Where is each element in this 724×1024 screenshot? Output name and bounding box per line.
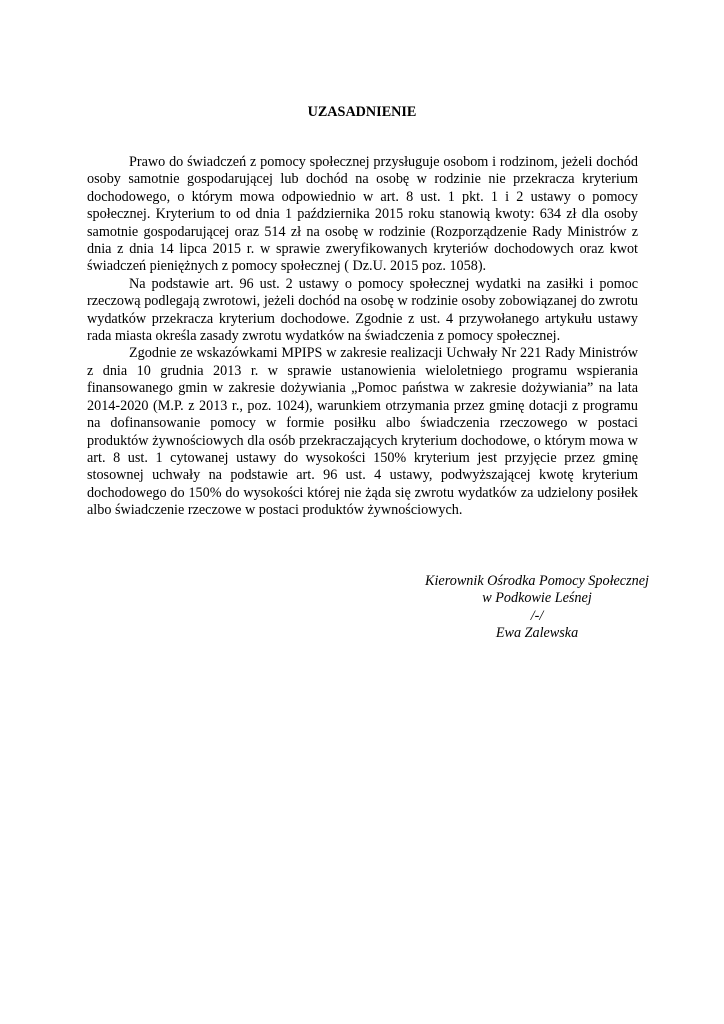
signature-block (380, 573, 694, 643)
document-body (87, 154, 638, 520)
paragraph-1: Prawo do świadczeń z pomocy społecznej przysługuje osobom i rodzinom, jeżeli dochód osoby samotnie gospodarującej lub dochód na osobę w rodzinie nie przekracza kryterium dochodowego, o którym mowa odpowiednio w art. 8 ust. 1 pkt. 1 i 2 ustawy o pomocy społecznej. Kryterium to od dnia 1 października 2015 roku stanowią kwoty: 634 zł dla osoby samotnie gospodarującej oraz 514 zł na osobę w rodzinie (Rozporządzenie Rady Ministrów z dnia z dnia 14 lipca 2015 r. w sprawie zweryfikowanych kryteriów dochodowych oraz kwot świadczeń pieniężnych z pomocy społecznej ( Dz.U. 2015 poz. 1058). (87, 154, 638, 275)
signature-place: w Podkowie Leśnej (482, 590, 592, 607)
paragraph-3: Zgodnie ze wskazówkami MPIPS w zakresie realizacji Uchwały Nr 221 Rady Ministrów z dnia 10 grudnia 2013 r. w sprawie ustanowienia wieloletniego programu wspierania finansowanego gmin w zakresie dożywiania „Pomoc państwa w zakresie dożywiania” na lata 2014-2020 (M.P. z 2013 r., poz. 1024), warunkiem otrzymania przez gminę dotacji z programu na dofinansowanie pomocy w formie posiłku albo świadczenia rzeczowego w postaci produktów żywnościowych dla osób przekraczających kryterium dochodowe, o którym mowa w art. 8 ust. 1 cytowanej ustawy do wysokości 150% kryterium jest przyjęcie przez gminę stosownej uchwały na podstawie art. 96 ust. 4 ustawy, podwyższającej kwotę kryterium dochodowego do 150% do wysokości której nie żąda się zwrotu wydatków za udzielony posiłek albo świadczenie rzeczowe w postaci produktów żywnościowych. (87, 345, 638, 519)
signature-position: Kierownik Ośrodka Pomocy Społecznej (425, 573, 649, 589)
signature-mark: /-/ (530, 607, 544, 624)
document-title: UZASADNIENIE (307, 104, 417, 120)
paragraph-2: Na podstawie art. 96 ust. 2 ustawy o pomocy społecznej wydatki na zasiłki i pomoc rzeczową podlegają zwrotowi, jeżeli dochód na osobę w rodzinie osoby zobowiązanej do zwrotu wydatków przekracza kryterium dochodowe. Zgodnie z ust. 4 przywołanego artykułu ustawy rada miasta określa zasady zwrotu wydatków na świadczenia z pomocy społecznej. (87, 275, 638, 345)
signature-name: Ewa Zalewska (495, 625, 579, 642)
